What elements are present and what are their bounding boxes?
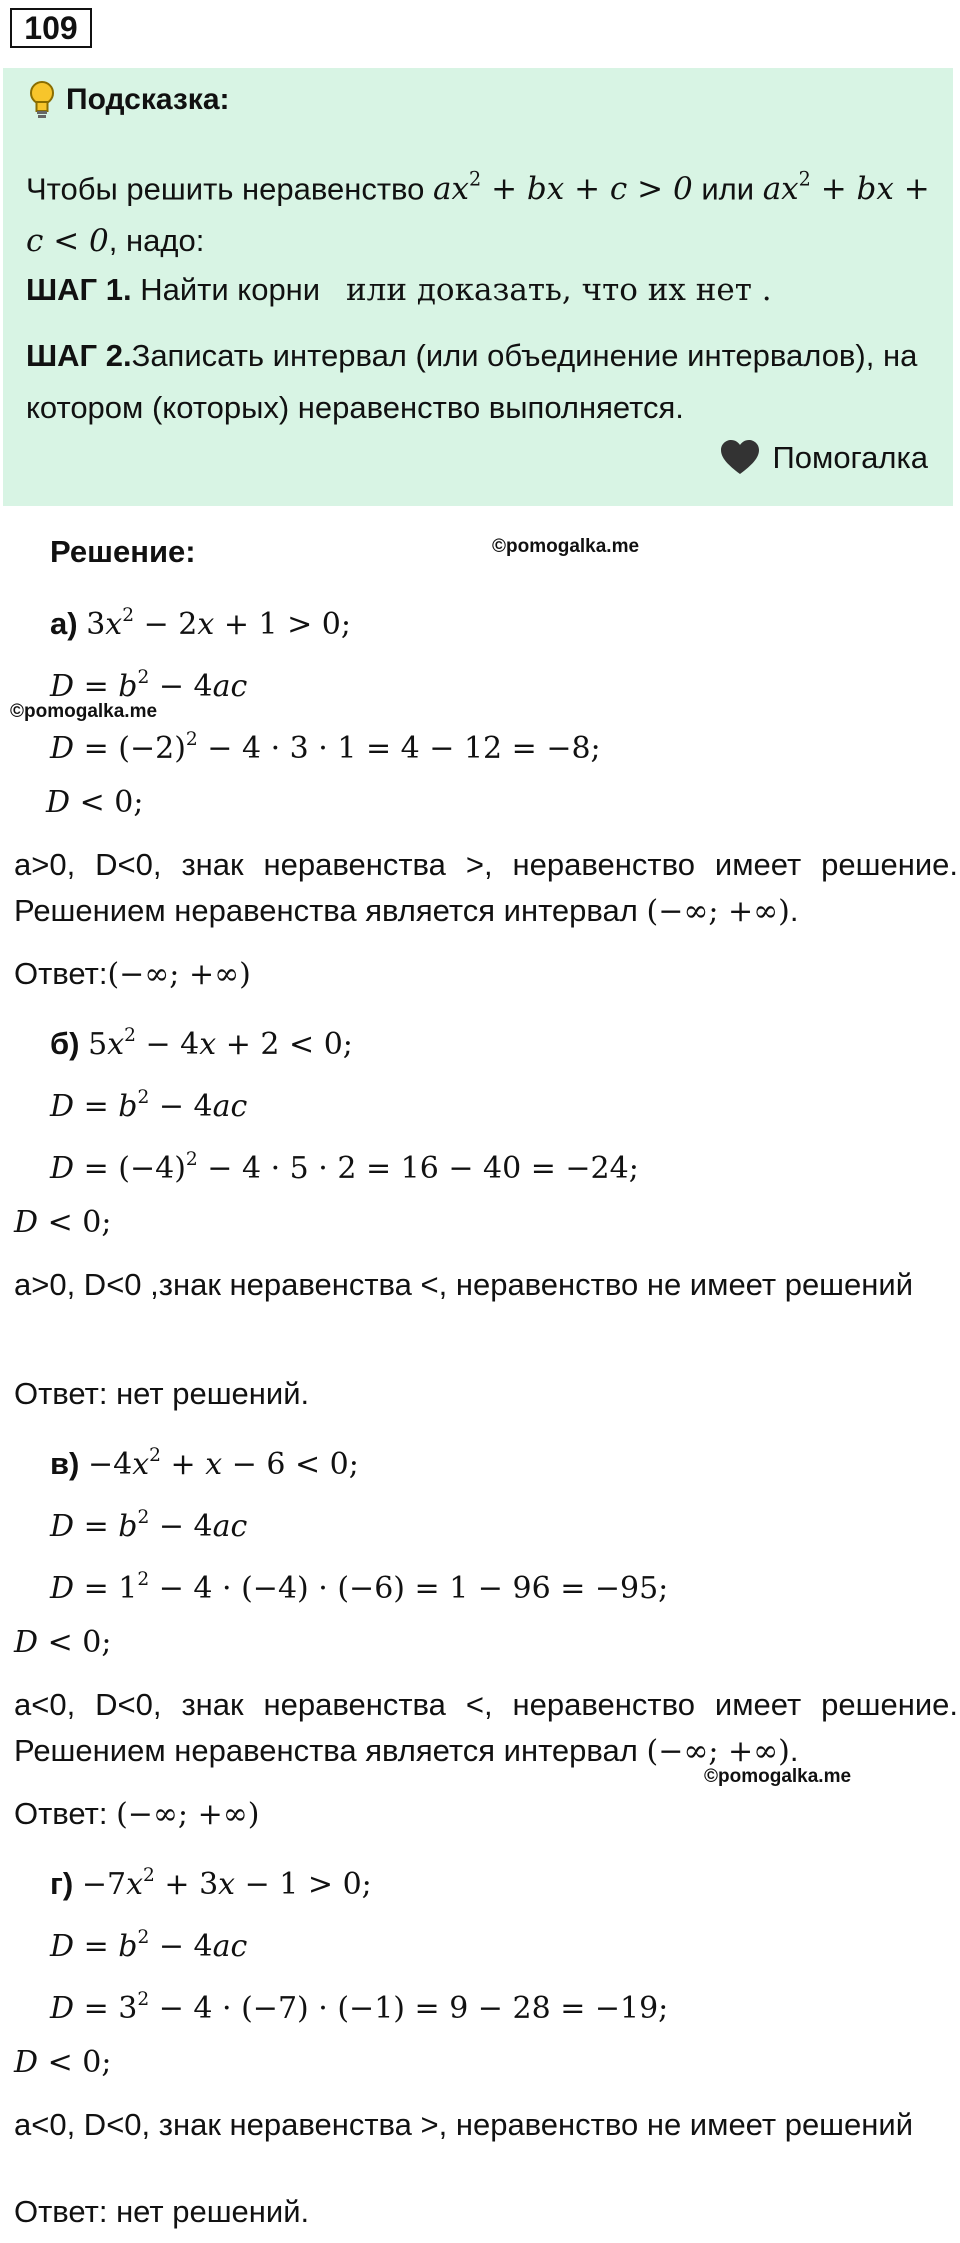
hint-title: Подсказка: (66, 83, 230, 116)
part-b-reasoning: a>0, D<0 ,знак неравенства <, неравенство не имеет решений (14, 1267, 914, 1302)
part-g-reasoning: a<0, D<0, знак неравенства >, неравенство не имеет решений (14, 2107, 914, 2142)
part-a-formula: $D = b^2 - 4ac$ (50, 667, 248, 705)
part-v-reasoning: a<0, D<0, знак неравенства <, неравенство имеет решение. Решением неравенства является интервал (−∞; +∞). (14, 1687, 958, 1769)
task-number: 109 (10, 8, 92, 48)
part-g-discriminant: $D = 3^2 - 4 \cdot (-7) \cdot (-1) = 9 - 28 = -19$; (50, 1989, 669, 2027)
hint-step-2: ШАГ 2.Записать интервал (или объединение интервалов), на котором (которых) неравенство выполняется. (26, 338, 918, 425)
lightbulb-icon (28, 80, 56, 120)
part-g-sign: D < 0; (14, 2045, 112, 2080)
hint-intro: Чтобы решить неравенство $ax^2$ + bx + c > 0 или $ax^2$ + bx + c < 0, надо: (26, 168, 930, 260)
part-b-problem: б) $5x^2 - 4x + 2 < 0$; (50, 1025, 353, 1063)
watermark: ©pomogalka.me (704, 1766, 852, 1787)
part-a-answer: Ответ:(−∞; +∞) (14, 956, 251, 992)
part-g-answer: Ответ: нет решений. (14, 2194, 310, 2229)
brand: Помогалка (720, 440, 928, 476)
hint-header (28, 80, 230, 120)
solution-title: Решение: (50, 534, 196, 569)
part-a-reasoning: a>0, D<0, знак неравенства >, неравенство имеет решение. Решением неравенства является интервал (−∞; +∞). (14, 847, 958, 929)
part-v-sign: D < 0; (14, 1625, 112, 1660)
part-a-discriminant: $D = (-2)^2 - 4 \cdot 3 \cdot 1 = 4 - 12 = -8$; (50, 729, 601, 767)
part-b-answer: Ответ: нет решений. (14, 1376, 310, 1411)
part-v-problem: $в) -4x^2 + x - 6 < 0$; (50, 1445, 359, 1483)
part-v-discriminant: $D = 1^2 - 4 \cdot (-4) \cdot (-6) = 1 - 96 = -95$; (50, 1569, 669, 1607)
watermark: ©pomogalka.me (492, 536, 640, 557)
watermark: ©pomogalka.me (10, 701, 158, 722)
part-v-answer: Ответ: (−∞; +∞) (14, 1796, 260, 1832)
part-b-discriminant: $D = (-4)^2 - 4 \cdot 5 \cdot 2 = 16 - 40 = -24$; (50, 1149, 639, 1187)
hint-step-1: ШАГ 1. Найти корни или доказать, что их нет . (26, 272, 772, 308)
part-a-problem: а) $3x^2 - 2x + 1 > 0$; (50, 605, 351, 643)
part-v-formula: $D = b^2 - 4ac$ (50, 1507, 248, 1545)
part-b-sign: D < 0; (14, 1205, 112, 1240)
part-b-formula: $D = b^2 - 4ac$ (50, 1087, 248, 1125)
part-g-formula: $D = b^2 - 4ac$ (50, 1927, 248, 1965)
part-a-sign: D < 0; (46, 785, 144, 820)
part-g-problem: $г) -7x^2 + 3x - 1 > 0$; (50, 1865, 372, 1903)
heart-icon (720, 440, 760, 476)
